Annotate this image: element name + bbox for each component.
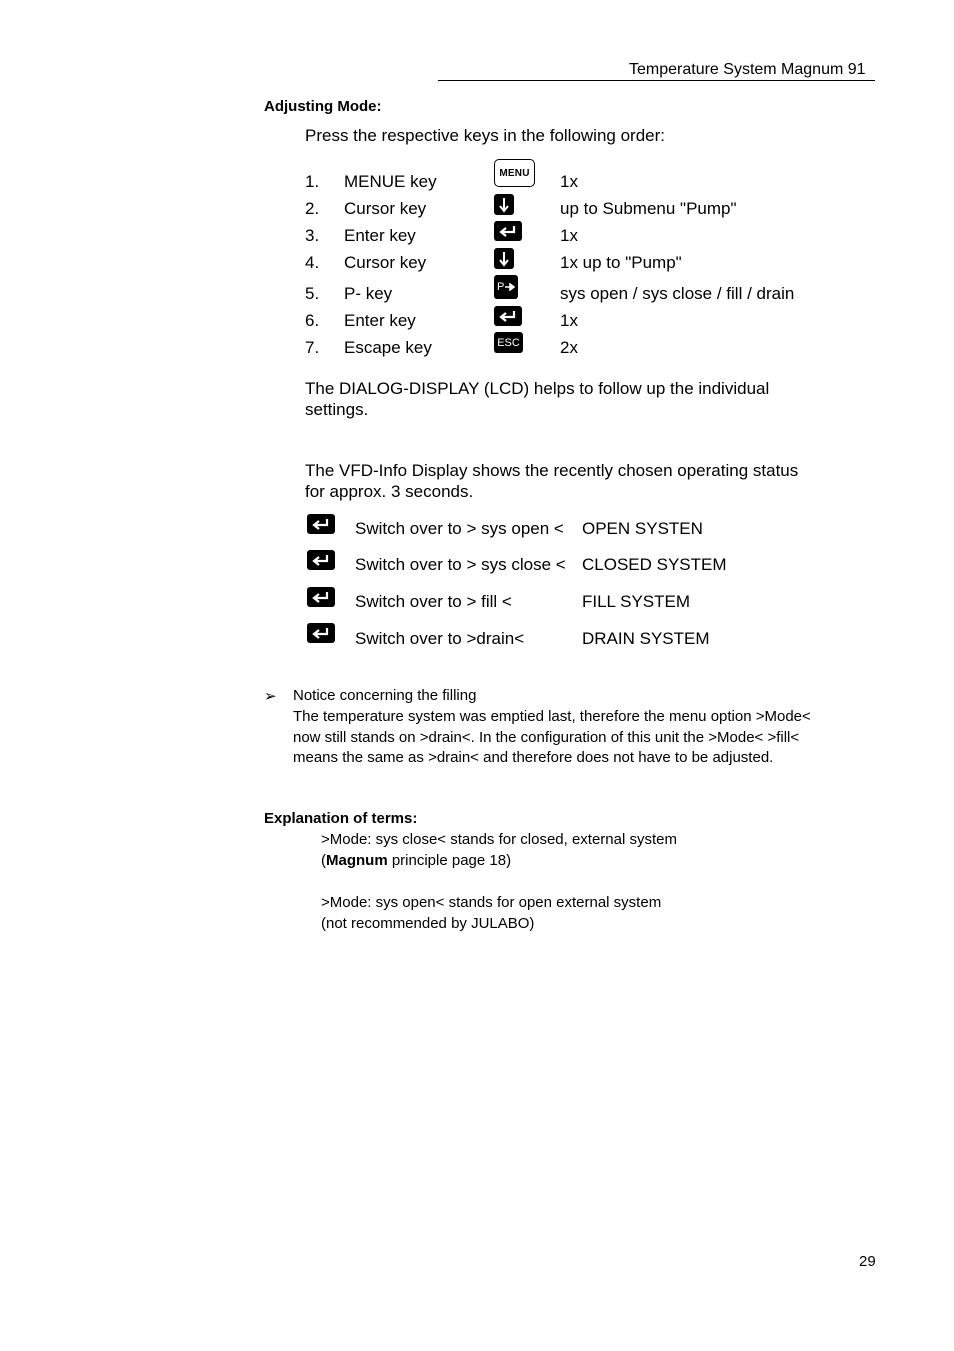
step-label: Cursor key bbox=[344, 253, 427, 272]
step-number: 4. bbox=[305, 253, 320, 272]
step-label: Enter key bbox=[344, 311, 416, 330]
enter-key-icon bbox=[494, 221, 522, 241]
step-label: Cursor key bbox=[344, 199, 427, 218]
step-action: 1x bbox=[560, 226, 578, 245]
step-label: MENUE key bbox=[344, 172, 437, 191]
step-number: 3. bbox=[305, 226, 320, 245]
switch-result: DRAIN SYSTEM bbox=[582, 629, 710, 648]
p-key-text: P bbox=[497, 281, 505, 293]
bullet-arrow-icon: ➢ bbox=[264, 688, 277, 705]
header-rule bbox=[438, 80, 875, 81]
step-number: 1. bbox=[305, 172, 320, 191]
step-action: 1x bbox=[560, 172, 578, 191]
vfd-info-text-line: for approx. 3 seconds. bbox=[305, 482, 474, 501]
switch-label: Switch over to > sys open < bbox=[355, 519, 564, 538]
step-label: Enter key bbox=[344, 226, 416, 245]
terms-line: >Mode: sys open< stands for open external system bbox=[321, 894, 662, 911]
escape-key-icon bbox=[494, 332, 523, 353]
notice-line: The temperature system was emptied last, therefore the menu option >Mode< bbox=[293, 708, 811, 725]
step-action: up to Submenu "Pump" bbox=[560, 199, 737, 218]
step-action: 2x bbox=[560, 338, 578, 357]
terms-line: >Mode: sys close< stands for closed, external system bbox=[321, 831, 677, 848]
enter-key-icon bbox=[307, 623, 335, 643]
dialog-display-text-line: settings. bbox=[305, 400, 369, 419]
enter-key-icon bbox=[307, 550, 335, 570]
running-header: Temperature System Magnum 91 bbox=[629, 61, 866, 78]
enter-key-icon bbox=[494, 306, 522, 326]
step-number: 6. bbox=[305, 311, 320, 330]
paren-open: ( bbox=[321, 852, 326, 869]
step-action: 1x bbox=[560, 311, 578, 330]
terms-line-rest: principle page 18) bbox=[387, 852, 512, 869]
step-action: sys open / sys close / fill / drain bbox=[560, 284, 795, 303]
cursor-down-key-icon bbox=[494, 194, 514, 215]
notice-line: means the same as >drain< and therefore does not have to be adjusted. bbox=[293, 749, 774, 766]
terms-line: (not recommended by JULABO) bbox=[321, 915, 535, 932]
page-number: 29 bbox=[859, 1253, 876, 1270]
dialog-display-text-line: The DIALOG-DISPLAY (LCD) helps to follow up the individual bbox=[305, 379, 770, 398]
step-label: P- key bbox=[344, 284, 393, 303]
step-label: Escape key bbox=[344, 338, 432, 357]
menu-key-text: MENU bbox=[499, 167, 530, 179]
switch-result: OPEN SYSTEN bbox=[582, 519, 703, 538]
vfd-info-text-line: The VFD-Info Display shows the recently chosen operating status bbox=[305, 461, 799, 480]
menu-key-icon bbox=[494, 159, 535, 187]
adjusting-intro: Press the respective keys in the following order: bbox=[305, 126, 666, 145]
escape-key-text: ESC bbox=[497, 336, 520, 349]
notice-title: Notice concerning the filling bbox=[293, 687, 477, 704]
step-action: 1x up to "Pump" bbox=[560, 253, 682, 272]
enter-key-icon bbox=[307, 514, 335, 534]
switch-label: Switch over to > fill < bbox=[355, 592, 512, 611]
magnum-bold: Magnum bbox=[326, 852, 388, 869]
switch-label: Switch over to >drain< bbox=[355, 629, 525, 648]
step-number: 2. bbox=[305, 199, 320, 218]
step-number: 7. bbox=[305, 338, 320, 357]
step-number: 5. bbox=[305, 284, 320, 303]
switch-result: FILL SYSTEM bbox=[582, 592, 691, 611]
switch-result: CLOSED SYSTEM bbox=[582, 555, 727, 574]
enter-key-icon bbox=[307, 587, 335, 607]
cursor-down-key-icon bbox=[494, 248, 514, 269]
switch-label: Switch over to > sys close < bbox=[355, 555, 566, 574]
adjusting-mode-heading: Adjusting Mode: bbox=[264, 98, 382, 115]
notice-line: now still stands on >drain<. In the configuration of this unit the >Mode< >fill< bbox=[293, 729, 800, 746]
terms-line-magnum bbox=[321, 852, 511, 869]
terms-heading: Explanation of terms: bbox=[264, 810, 418, 827]
p-key-icon bbox=[494, 275, 518, 299]
